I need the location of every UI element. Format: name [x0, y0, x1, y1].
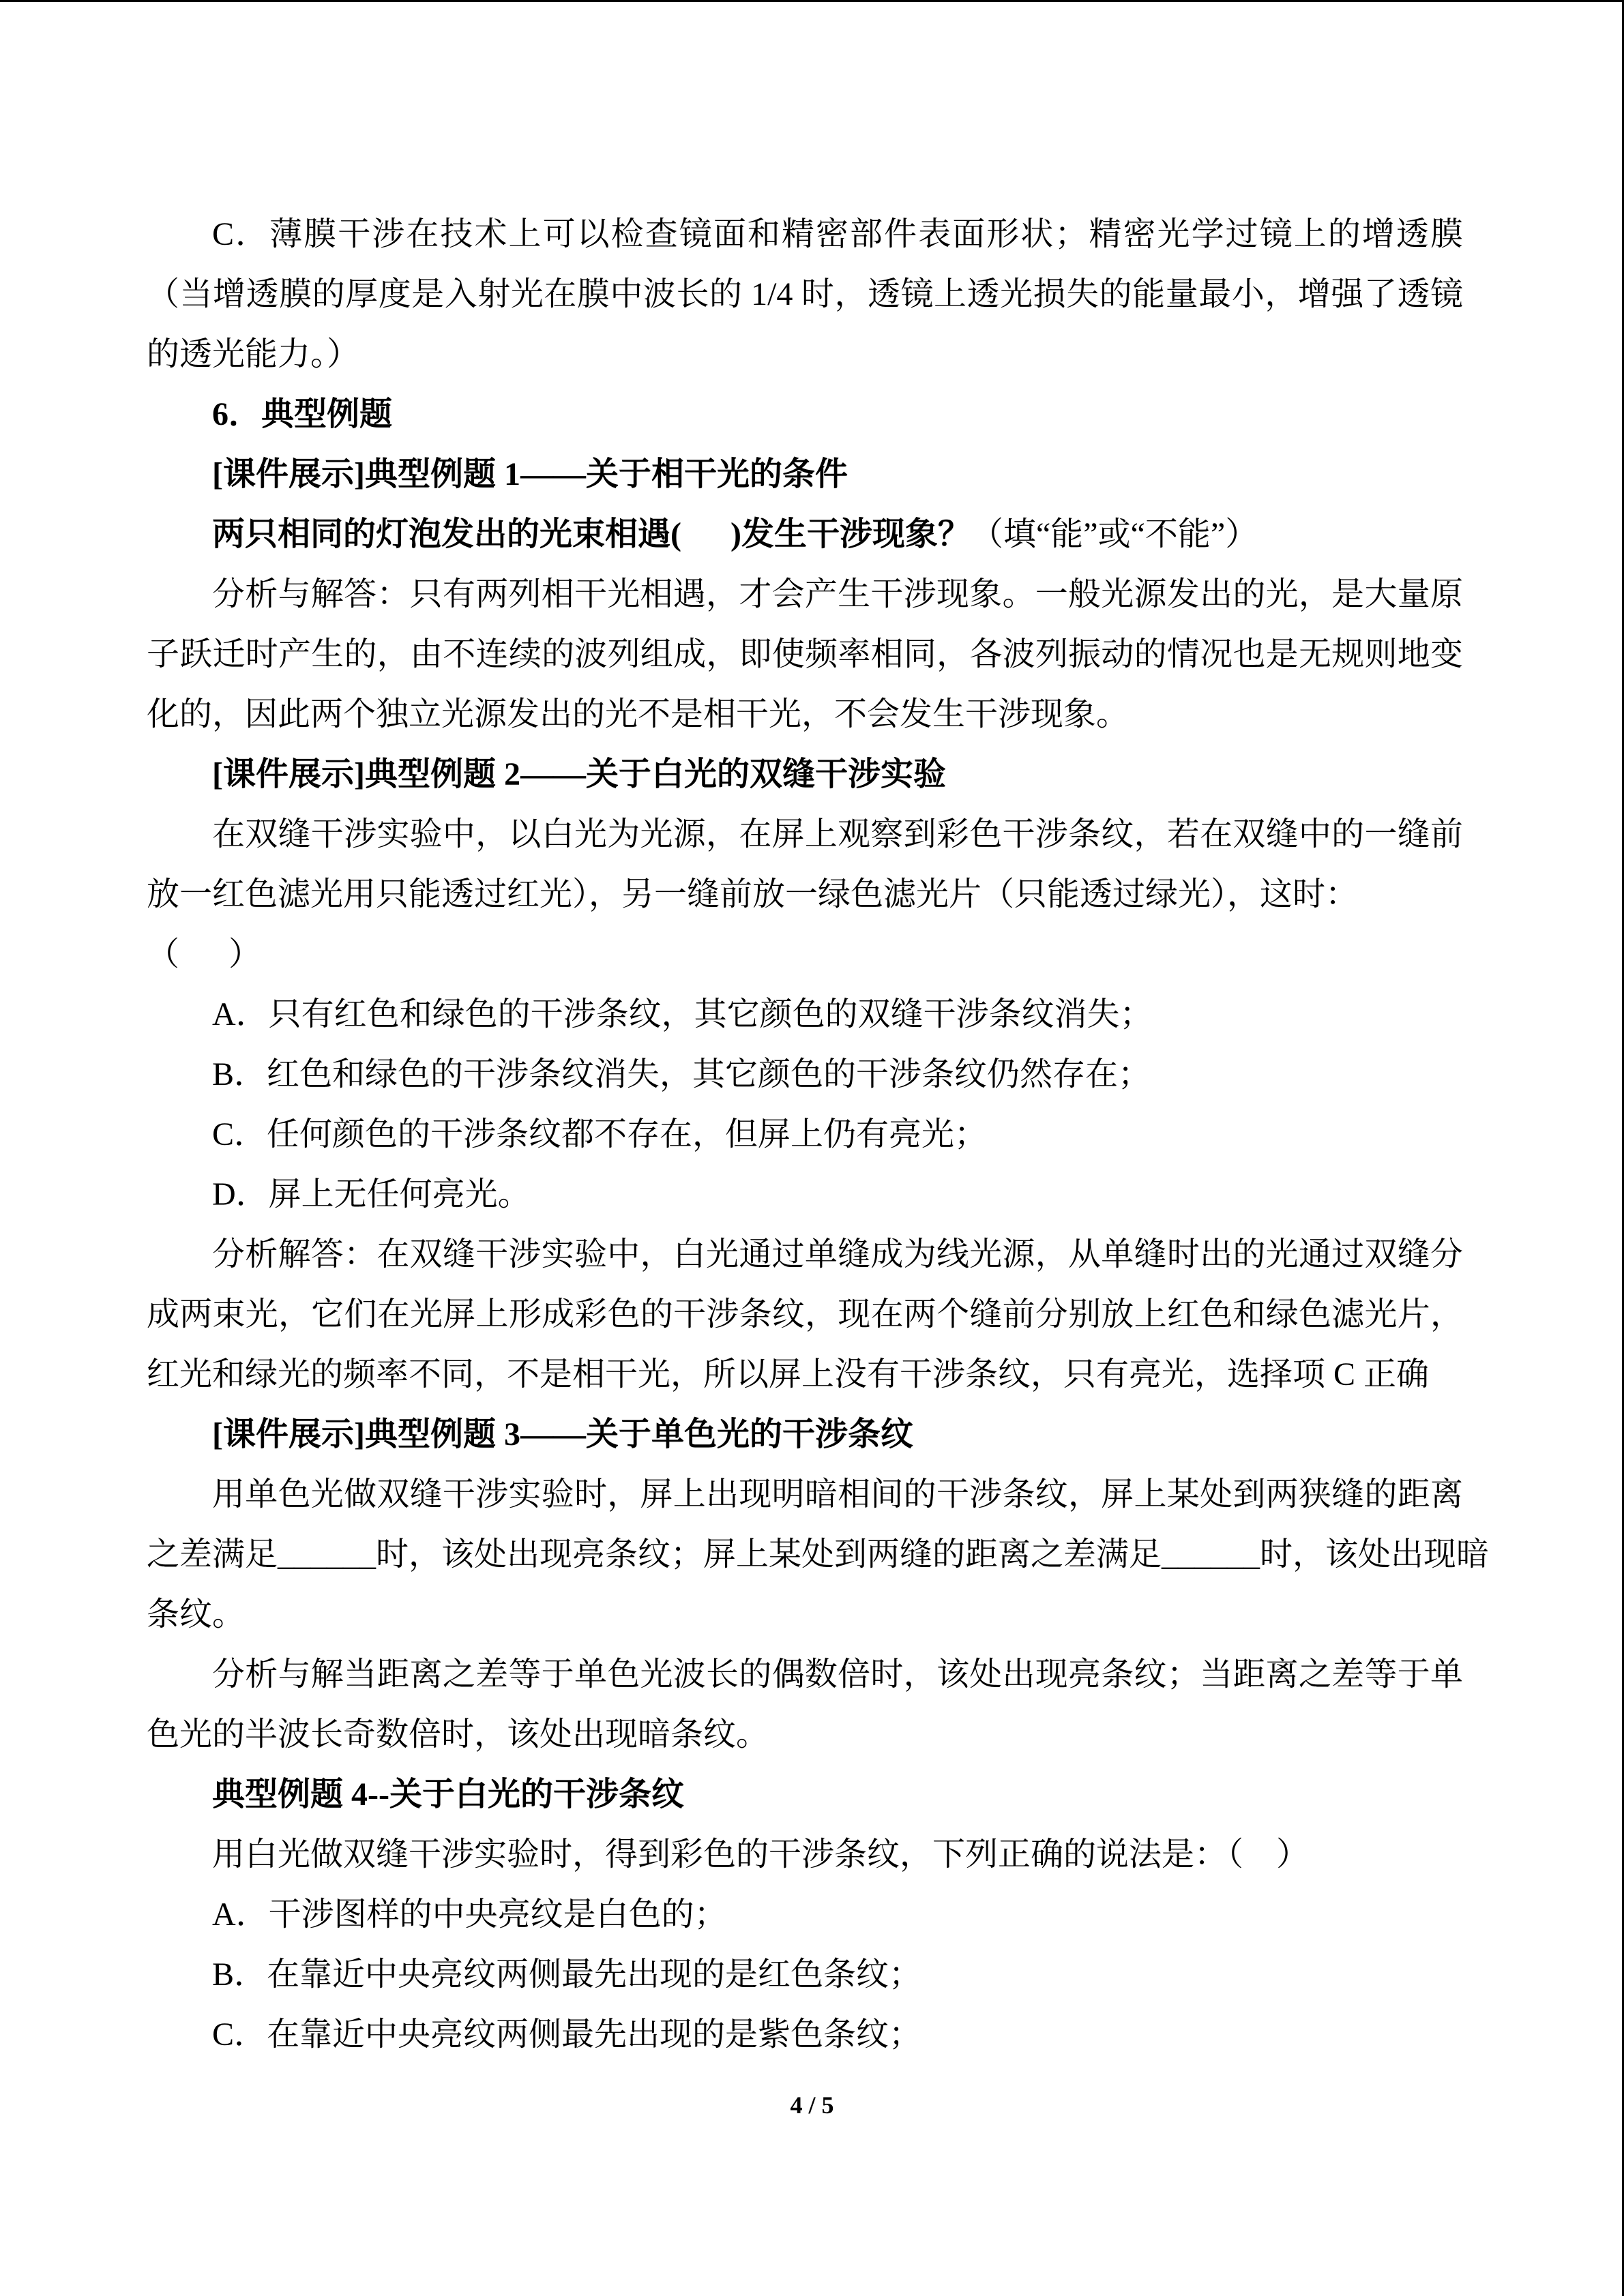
example-3-question-line: 之差满足______时，该处出现亮条纹；屏上某处到两缝的距离之差满足______时，该处出现暗: [147, 1536, 1490, 1572]
example-1-analysis-line: 分析与解答：只有两列相干光相遇，才会产生干涉现象。一般光源发出的光，是大量原: [212, 576, 1463, 612]
example-1-analysis-line: 子跃迁时产生的，由不连续的波列组成，即使频率相同，各波列振动的情况也是无规则地变: [147, 636, 1463, 672]
example-4-option-c: C．在靠近中央亮纹两侧最先出现的是紫色条纹；: [212, 2016, 922, 2053]
example-4-option-a: A．干涉图样的中央亮纹是白色的；: [212, 1896, 727, 1933]
example-1-question-text: 两只相同的灯泡发出的光束相遇( )发生干涉现象？: [212, 516, 971, 552]
example-1-question-hint: （填“能”或“不能”）: [970, 516, 1258, 552]
example-4-question: 用白光做双缝干涉实验时，得到彩色的干涉条纹，下列正确的说法是：（ ）: [212, 1836, 1310, 1873]
example-2: [147, 745, 1463, 1405]
example-2-question-line: 在双缝干涉实验中，以白光为光源，在屏上观察到彩色干涉条纹，若在双缝中的一缝前: [212, 816, 1463, 852]
example-4-option-b: B．在靠近中央亮纹两侧最先出现的是红色条纹；: [212, 1956, 922, 1993]
section-c-line: （当增透膜的厚度是入射光在膜中波长的 1/4 时，透镜上透光损失的能量最小，增强了透镜: [147, 276, 1463, 312]
example-3-analysis-line: 色光的半波长奇数倍时，该处出现暗条纹。: [147, 1716, 769, 1753]
page-content: [147, 205, 1490, 2065]
section-heading: 6．典型例题: [212, 396, 393, 432]
example-1-title: [课件展示]典型例题 1——关于相干光的条件: [212, 456, 848, 492]
example-1-question: [147, 505, 1463, 565]
section-c-line: 的透光能力。）: [147, 336, 360, 372]
example-2-option-c: C．任何颜色的干涉条纹都不存在，但屏上仍有亮光；: [212, 1116, 988, 1152]
example-4-title: 典型例题 4--关于白光的干涉条纹: [212, 1776, 684, 1813]
example-3-title: [课件展示]典型例题 3——关于单色光的干涉条纹: [212, 1416, 913, 1452]
example-2-title: [课件展示]典型例题 2——关于白光的双缝干涉实验: [212, 756, 946, 792]
example-2-analysis-line: 分析解答：在双缝干涉实验中，白光通过单缝成为线光源，从单缝时出的光通过双缝分: [212, 1236, 1463, 1272]
example-1-analysis-line: 化的，因此两个独立光源发出的光不是相干光，不会发生干涉现象。: [147, 696, 1130, 732]
example-2-analysis-line: 成两束光，它们在光屏上形成彩色的干涉条纹，现在两个缝前分别放上红色和绿色滤光片，: [147, 1296, 1463, 1332]
example-3-question-line: 用单色光做双缝干涉实验时，屏上出现明暗相间的干涉条纹，屏上某处到两狭缝的距离: [212, 1476, 1463, 1512]
example-2-option-b: B．红色和绿色的干涉条纹消失，其它颜色的干涉条纹仍然存在；: [212, 1056, 1151, 1092]
example-2-answer-blank: （ ）: [147, 936, 262, 972]
example-3-analysis-line: 分析与解当距离之差等于单色光波长的偶数倍时，该处出现亮条纹；当距离之差等于单: [212, 1656, 1463, 1693]
example-4: [147, 1765, 1463, 2065]
example-3-question-line: 条纹。: [147, 1596, 246, 1632]
example-3: [147, 1405, 1490, 1765]
section-c: [147, 205, 1463, 385]
example-2-option-d: D．屏上无任何亮光。: [212, 1176, 531, 1212]
example-1: [147, 445, 1463, 745]
example-2-question-line: 放一红色滤光用只能透过红光），另一缝前放一绿色滤光片（只能透过绿光），这时：: [147, 876, 1359, 912]
page-border-top: [0, 0, 1624, 2]
example-2-analysis-line: 红光和绿光的频率不同，不是相干光，所以屏上没有干涉条纹，只有亮光，选择项 C 正确: [147, 1356, 1430, 1392]
section-c-line: C．薄膜干涉在技术上可以检查镜面和精密部件表面形状；精密光学过镜上的增透膜: [212, 216, 1463, 252]
example-2-option-a: A．只有红色和绿色的干涉条纹，其它颜色的双缝干涉条纹消失；: [212, 996, 1153, 1032]
page-number: 4 / 5: [790, 2091, 834, 2119]
